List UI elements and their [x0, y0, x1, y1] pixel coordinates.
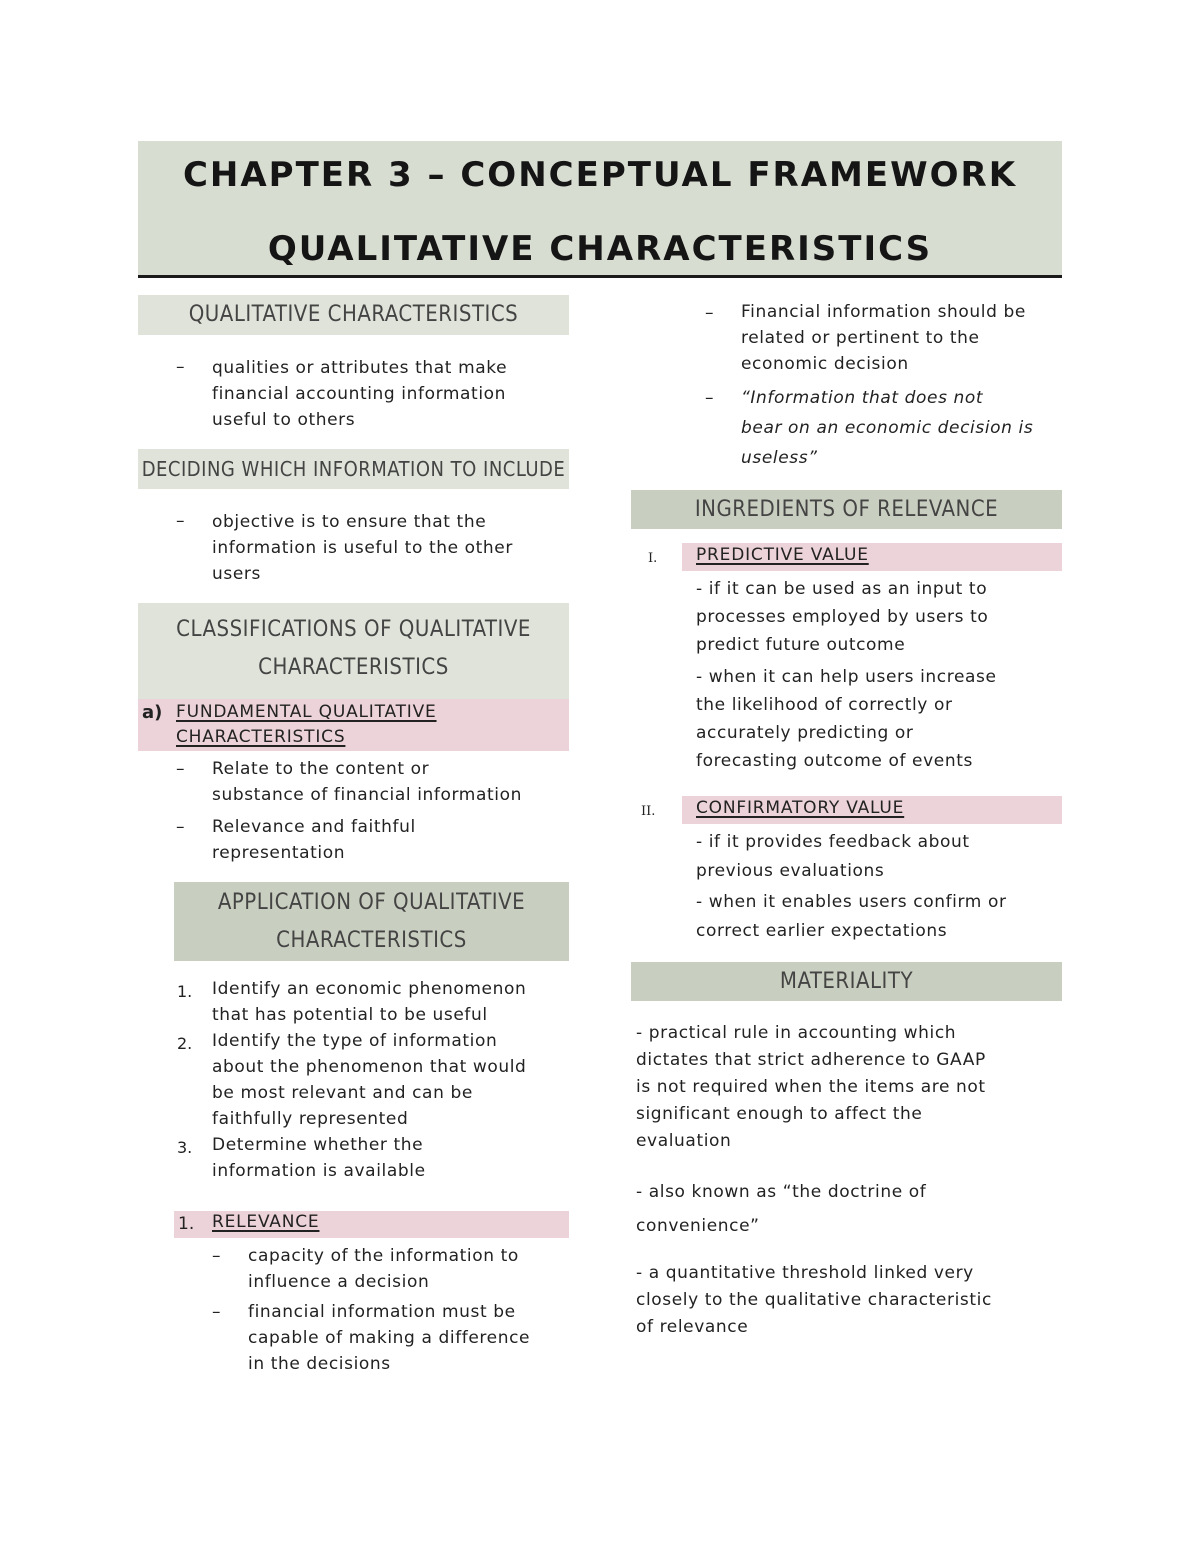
text-line: Relate to the content or: [212, 759, 430, 779]
text-line: capable of making a difference: [248, 1328, 531, 1348]
text-line: - if it provides feedback about: [696, 832, 970, 852]
qc-definition: [212, 355, 507, 433]
text-line: useless”: [741, 448, 818, 468]
fund-item: [212, 756, 522, 808]
text-line: related or pertinent to the: [741, 328, 980, 348]
page-subtitle: QUALITATIVE CHARACTERISTICS: [267, 229, 933, 269]
text-line: financial accounting information: [212, 384, 507, 404]
text-line: correct earlier expectations: [696, 921, 948, 941]
text-line: representation: [212, 843, 346, 863]
title-banner: [138, 141, 1062, 278]
text-line: evaluation: [636, 1131, 732, 1151]
fundamental-qc-label-box: [138, 699, 569, 751]
text-line: Identify an economic phenomenon: [212, 979, 527, 999]
quote-item: [741, 383, 1033, 473]
list-number: 2.: [177, 1034, 193, 1053]
text-line: accurately predicting or: [696, 723, 914, 743]
text-line: significant enough to affect the: [636, 1104, 923, 1124]
section-header-ingredients: INGREDIENTS OF RELEVANCE: [631, 490, 1062, 529]
roman-numeral: I.: [648, 551, 658, 566]
text-line: the likelihood of correctly or: [696, 695, 953, 715]
confirmatory-value-label-box: [682, 796, 1062, 824]
text-line: faithfully represented: [212, 1109, 409, 1129]
confirmatory-value-text: [696, 828, 1007, 946]
dash-bullet: –: [212, 1246, 221, 1266]
text-line: Financial information should be: [741, 302, 1026, 322]
deciding-text: [212, 509, 513, 587]
text-line: about the phenomenon that would: [212, 1057, 527, 1077]
text-line: Relevance and faithful: [212, 817, 416, 837]
text-line: - also known as “the doctrine of: [636, 1182, 927, 1202]
text-line: financial information must be: [248, 1302, 516, 1322]
section-header-application: [174, 882, 569, 961]
text-line: useful to others: [212, 410, 356, 430]
app-item: [212, 1132, 426, 1184]
dash-bullet: –: [212, 1302, 221, 1322]
text-line: influence a decision: [248, 1272, 430, 1292]
confirmatory-value-label: CONFIRMATORY VALUE: [696, 798, 905, 818]
text-line: in the decisions: [248, 1354, 391, 1374]
list-number: 1.: [178, 1214, 195, 1234]
dash-bullet: –: [176, 357, 185, 377]
header-line: CHARACTERISTICS: [258, 655, 449, 680]
relevance-item: [248, 1299, 530, 1377]
relevance-label: RELEVANCE: [212, 1212, 320, 1232]
fund-item: [212, 814, 416, 866]
text-line: processes employed by users to: [696, 607, 989, 627]
list-marker: a): [142, 702, 163, 723]
text-line: - practical rule in accounting which: [636, 1023, 957, 1043]
dash-bullet: –: [176, 817, 185, 837]
dash-bullet: –: [705, 303, 714, 323]
section-header-classifications: [138, 603, 569, 699]
text-line: dictates that strict adherence to GAAP: [636, 1050, 986, 1070]
text-line: - a quantitative threshold linked very: [636, 1263, 974, 1283]
page-title: CHAPTER 3 – CONCEPTUAL FRAMEWORK: [182, 155, 1018, 195]
text-line: is not required when the items are not: [636, 1077, 986, 1097]
header-line: CLASSIFICATIONS OF QUALITATIVE: [176, 617, 531, 642]
app-item: [212, 1028, 526, 1132]
text-line: “Information that does not: [741, 388, 984, 408]
text-line: bear on an economic decision is: [741, 418, 1034, 438]
text-line: closely to the qualitative characteristic: [636, 1290, 992, 1310]
text-line: forecasting outcome of events: [696, 751, 973, 771]
text-line: information is available: [212, 1161, 426, 1181]
text-line: that has potential to be useful: [212, 1005, 488, 1025]
section-header-materiality: MATERIALITY: [631, 962, 1062, 1001]
text-line: be most relevant and can be: [212, 1083, 473, 1103]
predictive-value-label-box: [682, 543, 1062, 571]
dash-bullet: –: [176, 759, 185, 779]
app-item: [212, 976, 526, 1028]
materiality-text-2: [636, 1175, 926, 1243]
section-header-deciding: DECIDING WHICH INFORMATION TO INCLUDE: [138, 449, 569, 489]
text-line: - when it enables users confirm or: [696, 892, 1007, 912]
label-line: CHARACTERISTICS: [176, 727, 346, 747]
predictive-value-text: [696, 575, 997, 775]
list-number: 1.: [177, 982, 193, 1001]
text-line: - if it can be used as an input to: [696, 579, 988, 599]
label-line: FUNDAMENTAL QUALITATIVE: [176, 702, 437, 722]
header-line: APPLICATION OF QUALITATIVE: [217, 890, 526, 915]
dash-bullet: –: [176, 511, 185, 531]
materiality-text-3: [636, 1260, 992, 1341]
roman-numeral: II.: [641, 804, 656, 819]
text-line: capacity of the information to: [248, 1246, 519, 1266]
text-line: convenience”: [636, 1216, 760, 1236]
dash-bullet: –: [705, 388, 714, 408]
fundamental-qc-label: [176, 700, 437, 750]
text-line: - when it can help users increase: [696, 667, 997, 687]
relevance-label-box: [174, 1211, 569, 1238]
text-line: information is useful to the other: [212, 538, 513, 558]
list-number: 3.: [177, 1138, 193, 1157]
relevance-continued-item: [741, 299, 1026, 377]
predictive-value-label: PREDICTIVE VALUE: [696, 545, 869, 565]
text-line: economic decision: [741, 354, 909, 374]
text-line: substance of financial information: [212, 785, 522, 805]
header-line: CHARACTERISTICS: [276, 928, 467, 953]
text-line: Determine whether the: [212, 1135, 424, 1155]
relevance-item: [248, 1243, 519, 1295]
text-line: qualities or attributes that make: [212, 358, 508, 378]
text-line: objective is to ensure that the: [212, 512, 487, 532]
materiality-text-1: [636, 1020, 986, 1155]
text-line: previous evaluations: [696, 861, 885, 881]
text-line: Identify the type of information: [212, 1031, 498, 1051]
text-line: predict future outcome: [696, 635, 906, 655]
text-line: of relevance: [636, 1317, 749, 1337]
text-line: users: [212, 564, 261, 584]
section-header-qualitative-characteristics: QUALITATIVE CHARACTERISTICS: [138, 295, 569, 335]
